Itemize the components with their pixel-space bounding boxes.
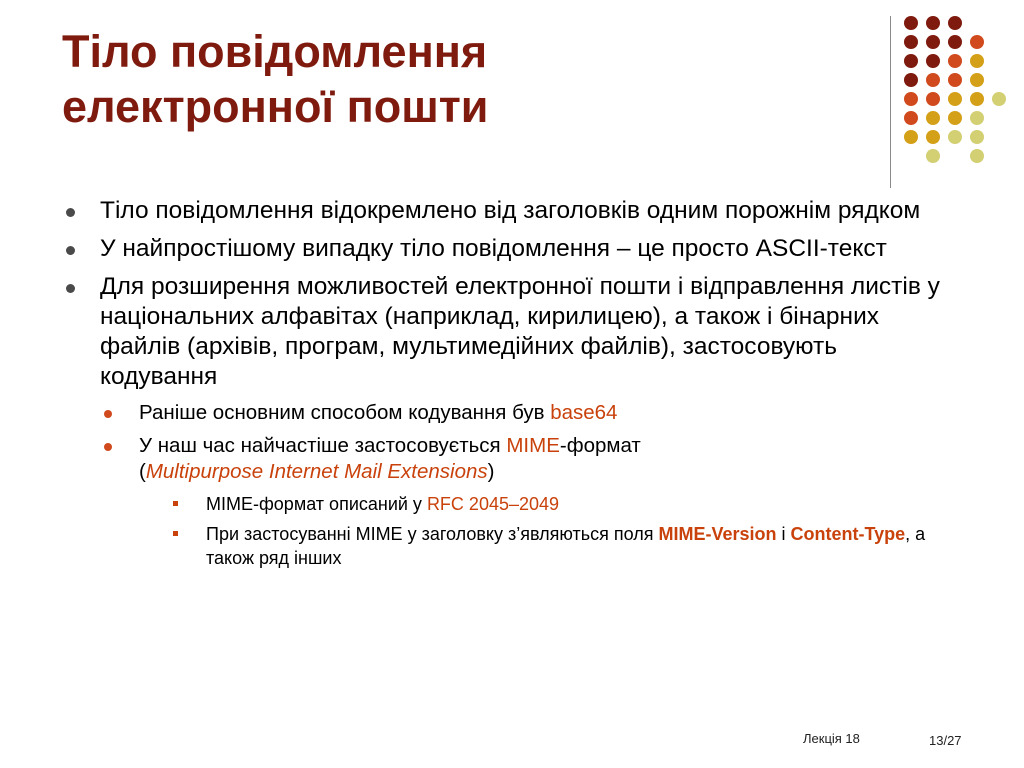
decor-dot (948, 111, 962, 125)
decor-dot (970, 130, 984, 144)
decor-dot (926, 92, 940, 106)
decor-dot (904, 111, 918, 125)
slide-title-line-1: Тіло повідомлення (62, 26, 488, 77)
decor-dot (926, 54, 940, 68)
decor-dot (926, 111, 940, 125)
rfc-reference: RFC 2045–2049 (426, 494, 560, 514)
decor-dot (970, 111, 984, 125)
decor-dot (904, 16, 918, 30)
bullet-ascii-text (60, 234, 960, 264)
paren-close: ) (487, 460, 495, 483)
decor-dot (948, 54, 962, 68)
decor-dot (970, 149, 984, 163)
decor-dot (904, 130, 918, 144)
decor-dot (948, 73, 962, 87)
sub-bullet-mime (60, 433, 960, 485)
bullet-text: Тіло повідомлення відокремлено від заголовків одним порожнім рядком (100, 197, 921, 224)
mime-expansion: Multipurpose Internet Mail Extensions (145, 460, 488, 483)
mime-version-field: MIME-Version (658, 524, 777, 544)
bullet-text: У найпростішому випадку тіло повідомлення – це просто ASCII-текст (100, 235, 887, 262)
sub-sub-bullet-text: MIME-формат описаний у (206, 494, 427, 514)
decor-dot (926, 149, 940, 163)
footer-lecture: Лекція 18 (803, 731, 860, 746)
mime-term: MIME (506, 434, 560, 457)
decor-dot (948, 16, 962, 30)
decor-dot (926, 73, 940, 87)
decor-dot (992, 92, 1006, 106)
sub-bullet-text: У наш час найчастіше застосовується (139, 434, 507, 457)
decor-dot (904, 92, 918, 106)
decor-dot (904, 54, 918, 68)
decorative-dot-grid (0, 0, 1024, 200)
bullet-text: Для розширення можливостей електронної пошти і відправлення листів у національних алфавітах (наприклад, кирилицею), а також і бінарних файлів (архівів, програм, мультимедійних файлів), застосовують кодування (100, 273, 940, 390)
sub-sub-bullet-text: При застосуванні MIME у заголовку з’являються поля (206, 524, 659, 544)
paren-open: ( (139, 460, 146, 483)
decor-dot (948, 130, 962, 144)
sub-sub-bullet-text: і (776, 524, 791, 544)
decor-dot (948, 35, 962, 49)
decor-dot (970, 54, 984, 68)
decor-dot (926, 16, 940, 30)
decor-dot (904, 35, 918, 49)
content-type-field: Content-Type (790, 524, 906, 544)
decor-dot (970, 92, 984, 106)
base64-term: base64 (550, 401, 618, 424)
bullet-body-separation (60, 196, 960, 226)
slide-body (60, 196, 960, 576)
decor-dot (970, 73, 984, 87)
decor-dot (970, 35, 984, 49)
decor-dot (904, 73, 918, 87)
decor-dot (948, 92, 962, 106)
sub-sub-bullet-headers (60, 522, 960, 570)
decor-dot (926, 35, 940, 49)
sub-bullet-base64 (60, 400, 960, 426)
sub-bullet-text: Раніше основним способом кодування був (139, 401, 551, 424)
slide-title-line-2: електронної пошти (62, 81, 489, 132)
sub-sub-bullet-text: , а також ряд інших (206, 524, 926, 568)
decor-dot (926, 130, 940, 144)
sub-sub-bullet-rfc (60, 492, 960, 516)
footer-page-number: 13/27 (929, 733, 962, 748)
bullet-encoding (60, 272, 960, 392)
sub-bullet-text: -формат (559, 434, 641, 457)
